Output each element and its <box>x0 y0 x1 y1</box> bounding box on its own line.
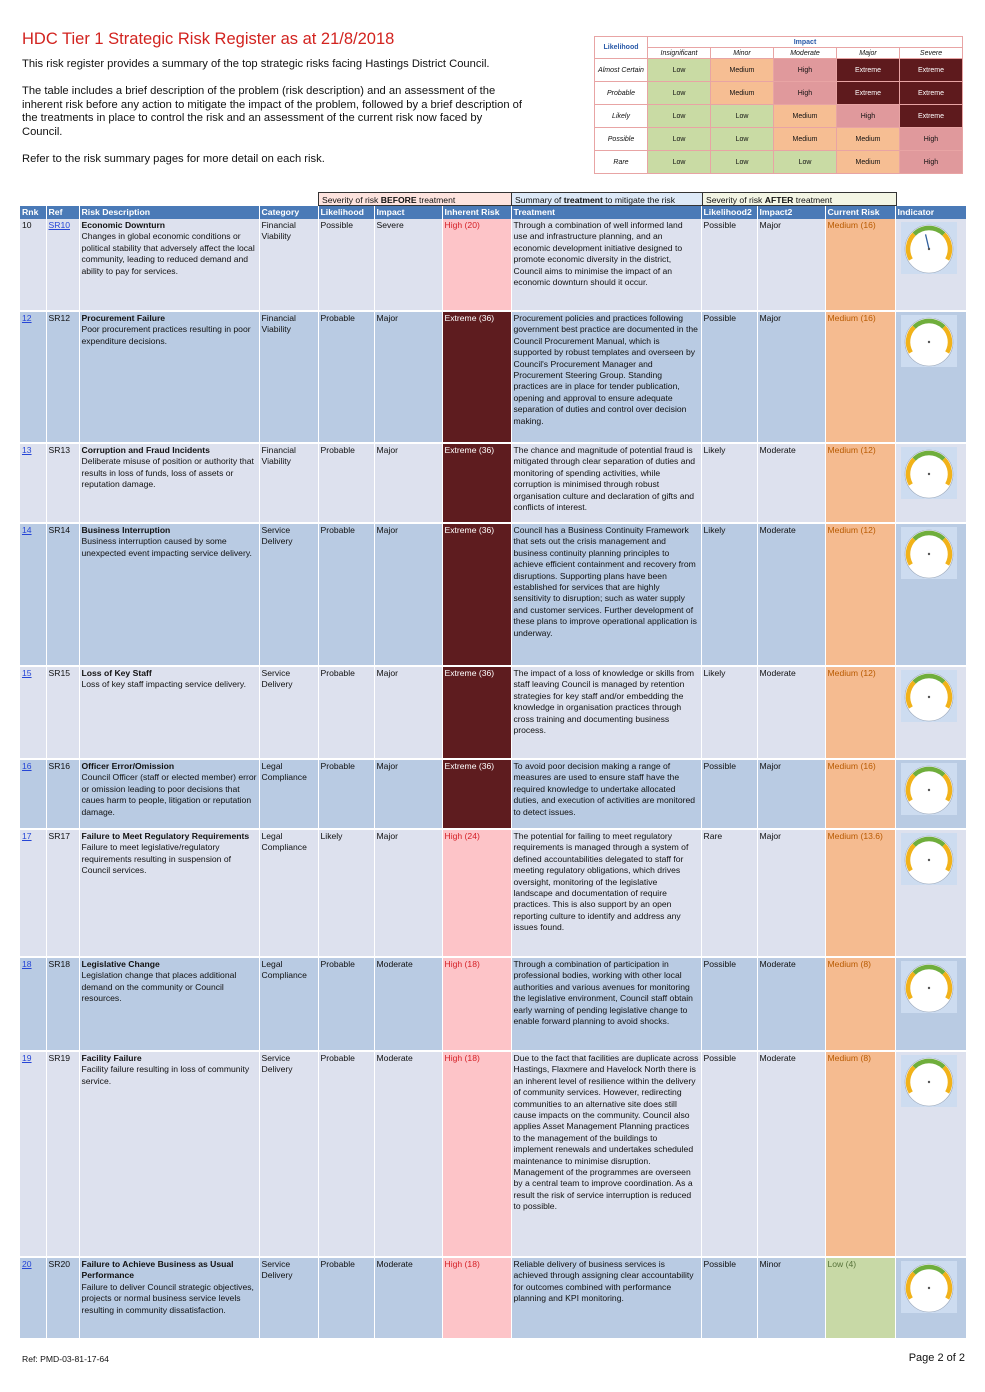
impact-cell: Major <box>374 666 442 759</box>
treatment-cell: The chance and magnitude of potential fraud is mitigated through clear separation of duties and monitoring of spending activities, while corruption is minimised through robust organisation culture and declaration of gifts and conflicts of interest. <box>511 443 701 523</box>
risk-title: Legislative Change <box>81 959 160 969</box>
risk-title: Corruption and Fraud Incidents <box>81 445 210 455</box>
gauge-hub <box>927 987 929 989</box>
matrix-cell: High <box>900 128 963 151</box>
current-risk-cell: Medium (16) <box>825 219 895 311</box>
likelihood2-cell: Possible <box>701 1051 757 1257</box>
risk-description: Poor procurement practices resulting in poor expenditure decisions. <box>81 324 251 346</box>
intro-text <box>22 58 522 180</box>
column-header: Likelihood2 <box>701 206 757 219</box>
matrix-likelihood-level: Probable <box>595 82 648 105</box>
gauge-hub <box>927 789 929 791</box>
risk-gauge-icon <box>901 447 957 499</box>
likelihood-cell: Probable <box>318 957 374 1051</box>
current-risk-cell: Medium (12) <box>825 443 895 523</box>
group-before-pre: Severity of risk <box>322 195 381 205</box>
inherent-risk-cell: Extreme (36) <box>442 311 511 443</box>
ref-value: SR15 <box>48 668 70 678</box>
risk-title: Economic Downturn <box>81 220 166 230</box>
risk-description: Deliberate misuse of position or authority that results in loss of funds, loss of assets or reputation damage. <box>81 456 254 490</box>
matrix-cell: Extreme <box>837 59 900 82</box>
risk-description-cell <box>79 443 259 523</box>
category-cell: Service Delivery <box>259 1257 318 1339</box>
likelihood2-cell: Possible <box>701 1257 757 1339</box>
table-row <box>20 666 966 759</box>
matrix-cell: Low <box>648 105 711 128</box>
risk-description: Failure to deliver Council strategic objectives, projects or normal business service levels resulting in community dissatisfaction. <box>81 1281 254 1315</box>
inherent-risk-cell: Extreme (36) <box>442 443 511 523</box>
treatment-cell: Through a combination of participation in professional bodies, working with other local authorities and various avenues for monitoring the legislative environment, Council staff obtain early warning of pending legislative change to enable forward planning to avoid shocks. <box>511 957 701 1051</box>
risk-title: Facility Failure <box>81 1053 142 1063</box>
likelihood-cell: Likely <box>318 829 374 957</box>
risk-description-cell <box>79 759 259 829</box>
table-row <box>20 759 966 829</box>
matrix-impact-level: Minor <box>711 48 774 59</box>
matrix-likelihood-level: Possible <box>595 128 648 151</box>
rank-value[interactable]: 18 <box>22 959 32 969</box>
current-risk-cell: Medium (13.6) <box>825 829 895 957</box>
group-after-post: treatment <box>793 195 833 205</box>
risk-gauge-icon <box>901 670 957 722</box>
matrix-cell: Medium <box>774 105 837 128</box>
matrix-cell: Medium <box>837 151 900 174</box>
rank-cell <box>20 1257 46 1339</box>
group-before-bold: BEFORE <box>380 195 417 205</box>
indicator-cell <box>895 219 966 311</box>
table-row <box>20 219 966 311</box>
ref-value: SR14 <box>48 525 70 535</box>
ref-value: SR19 <box>48 1053 70 1063</box>
rank-cell <box>20 311 46 443</box>
gauge-hub <box>927 859 929 861</box>
likelihood2-cell: Rare <box>701 829 757 957</box>
indicator-cell <box>895 523 966 666</box>
matrix-cell: Extreme <box>900 105 963 128</box>
impact-cell: Major <box>374 311 442 443</box>
impact-cell: Moderate <box>374 957 442 1051</box>
rank-value[interactable]: 16 <box>22 761 32 771</box>
risk-title: Procurement Failure <box>81 313 166 323</box>
matrix-cell: Low <box>711 105 774 128</box>
group-after-bold: AFTER <box>764 195 794 205</box>
category-cell: Legal Compliance <box>259 957 318 1051</box>
indicator-cell <box>895 443 966 523</box>
impact2-cell: Major <box>757 759 825 829</box>
risk-gauge-icon <box>901 763 957 815</box>
risk-title: Business Interruption <box>81 525 171 535</box>
category-cell: Legal Compliance <box>259 829 318 957</box>
treatment-cell: Council has a Business Continuity Framework that sets out the crisis management and business continuity planning principles to achieve efficient containment and recovery from disruptions. Supporting plans have been established for services that are highly sensitivity to disruption; such as water supply and customer services. Further development of these plans to improve operational application is underway. <box>511 523 701 666</box>
rank-cell <box>20 219 46 311</box>
ref-cell <box>46 443 79 523</box>
impact-cell: Moderate <box>374 1257 442 1339</box>
matrix-cell: Low <box>711 151 774 174</box>
column-header: Likelihood <box>318 206 374 219</box>
likelihood-cell: Possible <box>318 219 374 311</box>
risk-title: Failure to Meet Regulatory Requirements <box>81 831 250 841</box>
matrix-cell: High <box>900 151 963 174</box>
ref-cell <box>46 829 79 957</box>
current-risk-cell: Medium (12) <box>825 666 895 759</box>
likelihood-cell: Probable <box>318 443 374 523</box>
matrix-impact-label: Impact <box>648 37 963 48</box>
matrix-cell: Medium <box>711 59 774 82</box>
ref-value: SR17 <box>48 831 70 841</box>
ref-cell <box>46 666 79 759</box>
ref-cell <box>46 1051 79 1257</box>
rank-cell <box>20 957 46 1051</box>
likelihood2-cell: Possible <box>701 759 757 829</box>
rank-cell <box>20 666 46 759</box>
current-risk-cell: Medium (16) <box>825 311 895 443</box>
risk-description: Changes in global economic conditions or political stability that adversely affect the local community, leading to reduced demand and ability to pay for services. <box>81 231 255 276</box>
category-cell: Legal Compliance <box>259 759 318 829</box>
risk-description: Facility failure resulting in loss of community service. <box>81 1064 250 1086</box>
matrix-cell: Extreme <box>900 59 963 82</box>
inherent-risk-cell: Extreme (36) <box>442 523 511 666</box>
group-before-post: treatment <box>416 195 456 205</box>
rank-value[interactable]: 17 <box>22 831 32 841</box>
column-header: Rnk <box>20 206 46 219</box>
treatment-cell: Reliable delivery of business services is achieved through assigning clear accountability for outcomes combined with performance planning and KPI monitoring. <box>511 1257 701 1339</box>
risk-register-table <box>20 206 967 1340</box>
intro-paragraph: The table includes a brief description of the problem (risk description) and an assessment of the inherent risk before any action to mitigate the impact of the problem, followed by a brief description of the treatments in place to control the risk and an assessment of the current risk now faced by Council. <box>22 85 522 138</box>
page-title: HDC Tier 1 Strategic Risk Register as at 21/8/2018 <box>22 30 395 48</box>
category-cell: Service Delivery <box>259 523 318 666</box>
likelihood2-cell: Possible <box>701 957 757 1051</box>
matrix-impact-level: Severe <box>900 48 963 59</box>
matrix-row <box>595 105 963 128</box>
matrix-cell: Extreme <box>900 82 963 105</box>
treatment-cell: Procurement policies and practices following government best practice are documented in the Council Procurement Manual, which is supported by robust templates and overseen by Council's Procurement Manager and Procurement Steering Group. Standing practices are in place for tender publication, opening and approval to ensure adequate separation of duties and control over decision making. <box>511 311 701 443</box>
matrix-cell: Medium <box>774 128 837 151</box>
matrix-cell: Low <box>711 128 774 151</box>
impact2-cell: Moderate <box>757 523 825 666</box>
likelihood-cell: Probable <box>318 759 374 829</box>
risk-description-cell <box>79 957 259 1051</box>
matrix-likelihood-level: Likely <box>595 105 648 128</box>
gauge-hub <box>927 248 929 250</box>
gauge-hub <box>927 341 929 343</box>
column-header: Indicator <box>895 206 966 219</box>
likelihood2-cell: Likely <box>701 666 757 759</box>
indicator-cell <box>895 829 966 957</box>
matrix-impact-level: Major <box>837 48 900 59</box>
rank-value[interactable]: 14 <box>22 525 32 535</box>
rank-value[interactable]: 19 <box>22 1053 32 1063</box>
ref-value: SR13 <box>48 445 70 455</box>
group-after-pre: Severity of risk <box>706 195 765 205</box>
intro-paragraph: Refer to the risk summary pages for more detail on each risk. <box>22 153 325 166</box>
current-risk-cell: Medium (8) <box>825 957 895 1051</box>
inherent-risk-cell: High (18) <box>442 1051 511 1257</box>
risk-matrix <box>594 36 963 174</box>
likelihood-cell: Probable <box>318 1051 374 1257</box>
inherent-risk-cell: Extreme (36) <box>442 759 511 829</box>
ref-cell <box>46 311 79 443</box>
risk-gauge-icon <box>901 222 957 274</box>
table-row <box>20 829 966 957</box>
matrix-cell: Low <box>648 82 711 105</box>
risk-description-cell <box>79 829 259 957</box>
category-cell: Financial Viability <box>259 311 318 443</box>
rank-cell <box>20 759 46 829</box>
inherent-risk-cell: High (18) <box>442 1257 511 1339</box>
inherent-risk-cell: High (20) <box>442 219 511 311</box>
impact2-cell: Moderate <box>757 666 825 759</box>
column-header: Treatment <box>511 206 701 219</box>
rank-value[interactable]: 15 <box>22 668 32 678</box>
impact2-cell: Moderate <box>757 957 825 1051</box>
rank-cell <box>20 523 46 666</box>
rank-value[interactable]: 13 <box>22 445 32 455</box>
matrix-impact-level: Moderate <box>774 48 837 59</box>
impact2-cell: Minor <box>757 1257 825 1339</box>
inherent-risk-cell: High (24) <box>442 829 511 957</box>
treatment-cell: To avoid poor decision making a range of measures are used to ensure staff have the required knowledge to undertake allocated duties, and execution of activities are monitored to detect issues. <box>511 759 701 829</box>
current-risk-cell: Medium (16) <box>825 759 895 829</box>
likelihood2-cell: Possible <box>701 311 757 443</box>
rank-value[interactable]: 20 <box>22 1259 32 1269</box>
column-header: Impact2 <box>757 206 825 219</box>
risk-gauge-icon <box>901 1055 957 1107</box>
risk-description-cell <box>79 523 259 666</box>
matrix-row <box>595 151 963 174</box>
table-row <box>20 957 966 1051</box>
matrix-cell: Low <box>648 128 711 151</box>
impact-cell: Moderate <box>374 1051 442 1257</box>
ref-value[interactable]: SR10 <box>48 220 70 230</box>
likelihood2-cell: Likely <box>701 443 757 523</box>
impact2-cell: Major <box>757 829 825 957</box>
inherent-risk-cell: Extreme (36) <box>442 666 511 759</box>
risk-description: Failure to meet legislative/regulatory requirements resulting in suspension of Council services. <box>81 842 232 876</box>
impact2-cell: Major <box>757 311 825 443</box>
risk-description: Council Officer (staff or elected member) error or omission leading to poor decisions that caues harm to people, litigation or reputation damage. <box>81 772 257 817</box>
gauge-hub <box>927 473 929 475</box>
group-treatment-summary <box>511 192 703 206</box>
impact2-cell: Moderate <box>757 443 825 523</box>
column-header: Impact <box>374 206 442 219</box>
indicator-cell <box>895 311 966 443</box>
page-number: Page 2 of 2 <box>908 1352 965 1364</box>
likelihood2-cell: Likely <box>701 523 757 666</box>
risk-title: Failure to Achieve Business as Usual Performance <box>81 1259 234 1281</box>
rank-cell <box>20 829 46 957</box>
ref-cell <box>46 759 79 829</box>
risk-gauge-icon <box>901 833 957 885</box>
risk-gauge-icon <box>901 1261 957 1313</box>
ref-value: SR20 <box>48 1259 70 1269</box>
matrix-cell: Extreme <box>837 82 900 105</box>
treatment-cell: Through a combination of well informed land use and infrastructure planning, and an economic development initiative designed to promote economic diversity in the district, Council aims to minimise the impact of an economic downturn should it occur. <box>511 219 701 311</box>
risk-gauge-icon <box>901 527 957 579</box>
matrix-cell: High <box>774 59 837 82</box>
rank-value[interactable]: 12 <box>22 313 32 323</box>
document-reference: Ref: PMD-03-81-17-64 <box>22 1354 109 1364</box>
risk-title: Loss of Key Staff <box>81 668 152 678</box>
intro-paragraph: This risk register provides a summary of the top strategic risks facing Hastings District Council. <box>22 58 490 70</box>
impact-cell: Major <box>374 443 442 523</box>
inherent-risk-cell: High (18) <box>442 957 511 1051</box>
treatment-cell: The potential for failing to meet regulatory requirements is managed through a system of defined accountabilities delegated to staff for meeting regulatory obligations, which drives oversight, monitoring of the legislative landscape and documentation of require practices. This is also support by an open reporting culture to identify and address any issues found. <box>511 829 701 957</box>
gauge-hub <box>927 1081 929 1083</box>
group-summary-bold: treatment <box>563 195 603 205</box>
column-header: Current Risk <box>825 206 895 219</box>
column-header: Inherent Risk <box>442 206 511 219</box>
table-row <box>20 523 966 666</box>
risk-description-cell <box>79 666 259 759</box>
ref-cell <box>46 957 79 1051</box>
ref-cell <box>46 523 79 666</box>
risk-description: Loss of key staff impacting service delivery. <box>81 679 246 690</box>
column-header: Category <box>259 206 318 219</box>
impact2-cell: Major <box>757 219 825 311</box>
risk-gauge-icon <box>901 315 957 367</box>
table-row <box>20 443 966 523</box>
category-cell: Service Delivery <box>259 1051 318 1257</box>
table-row <box>20 1257 966 1339</box>
matrix-cell: Medium <box>837 128 900 151</box>
treatment-cell: The impact of a loss of knowledge or skills from staff leaving Council is managed by retention strategies for key staff and/or embedding the knowledge in organisation practices through cross training and documenting business process. <box>511 666 701 759</box>
group-summary-post: to mitigate the risk <box>602 195 676 205</box>
matrix-cell: Low <box>648 59 711 82</box>
gauge-hub <box>927 553 929 555</box>
risk-description: Business interruption caused by some unexpected event impacting service delivery. <box>81 536 252 558</box>
indicator-cell <box>895 957 966 1051</box>
column-header: Risk Description <box>79 206 259 219</box>
category-cell: Financial Viability <box>259 443 318 523</box>
matrix-cell: Low <box>648 151 711 174</box>
indicator-cell <box>895 1051 966 1257</box>
impact-cell: Severe <box>374 219 442 311</box>
rank-cell <box>20 443 46 523</box>
impact-cell: Major <box>374 829 442 957</box>
ref-cell <box>46 1257 79 1339</box>
risk-description: Legislation change that places additional demand on the community or Council resources. <box>81 970 237 1004</box>
risk-description-cell <box>79 311 259 443</box>
matrix-cell: High <box>774 82 837 105</box>
likelihood-cell: Probable <box>318 666 374 759</box>
likelihood-cell: Probable <box>318 1257 374 1339</box>
matrix-likelihood-label: Likelihood <box>595 37 648 59</box>
risk-gauge-icon <box>901 961 957 1013</box>
matrix-impact-level: Insignificant <box>648 48 711 59</box>
matrix-likelihood-level: Almost Certain <box>595 59 648 82</box>
ref-value: SR18 <box>48 959 70 969</box>
impact2-cell: Moderate <box>757 1051 825 1257</box>
current-risk-cell: Medium (12) <box>825 523 895 666</box>
group-after-treatment <box>702 192 897 206</box>
ref-value: SR12 <box>48 313 70 323</box>
rank-value: 10 <box>22 220 32 230</box>
risk-title: Officer Error/Omission <box>81 761 175 771</box>
matrix-likelihood-level: Rare <box>595 151 648 174</box>
category-cell: Service Delivery <box>259 666 318 759</box>
column-header: Ref <box>46 206 79 219</box>
indicator-cell <box>895 759 966 829</box>
likelihood-cell: Probable <box>318 523 374 666</box>
matrix-row <box>595 59 963 82</box>
risk-description-cell <box>79 1257 259 1339</box>
matrix-cell: Low <box>774 151 837 174</box>
impact-cell: Major <box>374 759 442 829</box>
likelihood-cell: Probable <box>318 311 374 443</box>
group-summary-pre: Summary of <box>515 195 564 205</box>
rank-cell <box>20 1051 46 1257</box>
ref-cell <box>46 219 79 311</box>
impact-cell: Major <box>374 523 442 666</box>
risk-description-cell <box>79 1051 259 1257</box>
current-risk-cell: Low (4) <box>825 1257 895 1339</box>
matrix-cell: High <box>837 105 900 128</box>
matrix-row <box>595 128 963 151</box>
indicator-cell <box>895 666 966 759</box>
gauge-hub <box>927 696 929 698</box>
risk-description-cell <box>79 219 259 311</box>
ref-value: SR16 <box>48 761 70 771</box>
matrix-row <box>595 82 963 105</box>
current-risk-cell: Medium (8) <box>825 1051 895 1257</box>
matrix-cell: Medium <box>711 82 774 105</box>
group-before-treatment <box>318 192 512 206</box>
category-cell: Financial Viability <box>259 219 318 311</box>
likelihood2-cell: Possible <box>701 219 757 311</box>
table-row <box>20 311 966 443</box>
treatment-cell: Due to the fact that facilities are duplicate across Hastings, Flaxmere and Havelock North there is an inherent level of resilience within the delivery of community services. However, redirecting communities to an alternative site does still cause impacts on the community. Council also applies Asset Management Planning practices to the management of the buildings to implement renewals and undertakes scheduled maintenance to minimise disruption. Management of the programmes are overseen by a central team to improve coordination. As a result the risk of service interruption is reduced to possible. <box>511 1051 701 1257</box>
table-row <box>20 1051 966 1257</box>
indicator-cell <box>895 1257 966 1339</box>
table-header-row <box>20 206 966 219</box>
gauge-hub <box>927 1287 929 1289</box>
